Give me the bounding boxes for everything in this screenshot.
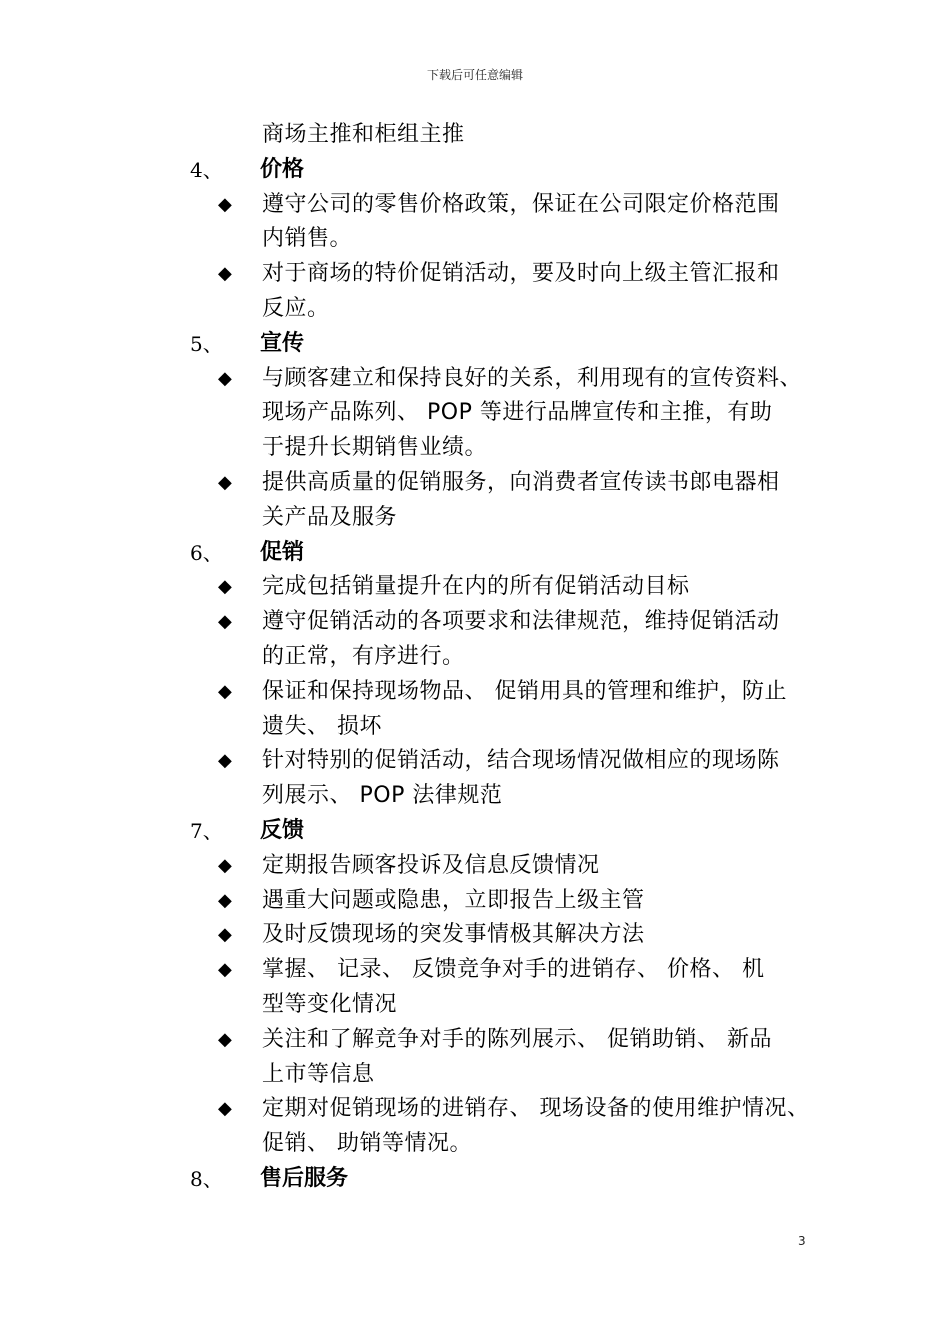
bullet-diamond-icon: ◆ xyxy=(218,367,232,389)
list-item-text: 于提升长期销售业绩。 xyxy=(262,435,488,461)
page-number: 3 xyxy=(798,1234,806,1248)
bullet-diamond-icon: ◆ xyxy=(218,472,232,493)
section-title: 价格 xyxy=(260,156,305,182)
page-header: 下载后可任意编辑 xyxy=(426,68,523,82)
section-title: 售后服务 xyxy=(260,1166,349,1191)
bullet-diamond-icon: ◆ xyxy=(218,889,232,911)
section-number: 6、 xyxy=(190,540,223,565)
list-item-text: 内销售。 xyxy=(262,226,353,252)
section-title: 促销 xyxy=(260,539,305,565)
list-item-text: 定期报告顾客投诉及信息反馈情况 xyxy=(262,852,600,878)
bullet-diamond-icon: ◆ xyxy=(218,1098,232,1120)
list-item-text: 促销、 助销等情况。 xyxy=(262,1131,472,1157)
list-item-text: 保证和保持现场物品、 促销用具的管理和维护，防止 xyxy=(262,678,787,704)
bullet-diamond-icon: ◆ xyxy=(218,611,232,633)
bullet-diamond-icon: ◆ xyxy=(218,750,232,772)
list-item-text: 及时反馈现场的突发事情极其解决方法 xyxy=(262,922,645,948)
list-item-text: 列展示、 POP 法律规范 xyxy=(262,783,503,809)
list-item-text: 遵守促销活动的各项要求和法律规范，维持促销活动 xyxy=(262,609,780,635)
list-item-text: 完成包括销量提升在内的所有促销活动目标 xyxy=(262,574,690,600)
bullet-diamond-icon: ◆ xyxy=(218,854,232,876)
intro-line: 商场主推和柜组主推 xyxy=(262,122,465,147)
list-item-text: 提供高质量的促销服务，向消费者宣传读书郎电器相 xyxy=(262,470,780,495)
bullet-diamond-icon: ◆ xyxy=(218,263,232,285)
section-number: 5、 xyxy=(190,331,223,356)
list-item-text: 掌握、 记录、 反馈竞争对手的进销存、 价格、 机 xyxy=(262,957,765,983)
list-item-text: 型等变化情况 xyxy=(262,992,398,1017)
list-item-text: 与顾客建立和保持良好的关系，利用现有的宣传资料、 xyxy=(262,365,803,391)
list-item-text: 遵守公司的零售价格政策，保证在公司限定价格范围 xyxy=(262,191,780,217)
list-item-text: 针对特别的促销活动，结合现场情况做相应的现场陈 xyxy=(262,748,780,774)
section-title: 反馈 xyxy=(260,818,305,843)
list-item-text: 定期对促销现场的进销存、 现场设备的使用维护情况、 xyxy=(262,1096,810,1122)
bullet-diamond-icon: ◆ xyxy=(218,924,232,946)
list-item-text: 遗失、 损坏 xyxy=(262,713,382,739)
bullet-diamond-icon: ◆ xyxy=(218,680,232,702)
list-item-text: 对于商场的特价促销活动，要及时向上级主管汇报和 xyxy=(262,261,780,287)
section-number: 7、 xyxy=(190,819,223,843)
list-item-text: 上市等信息 xyxy=(262,1061,375,1087)
bullet-diamond-icon: ◆ xyxy=(218,1028,232,1050)
list-item-text: 现场产品陈列、 POP 等进行品牌宣传和主推，有助 xyxy=(262,400,773,426)
bullet-diamond-icon: ◆ xyxy=(218,193,232,215)
list-item-text: 关注和了解竞争对手的陈列展示、 促销助销、 新品 xyxy=(262,1026,772,1052)
list-item-text: 反应。 xyxy=(262,296,330,321)
section-number: 8、 xyxy=(190,1167,223,1191)
section-number: 4、 xyxy=(190,157,223,182)
list-item-text: 遇重大问题或隐患，立即报告上级主管 xyxy=(262,887,645,913)
section-title: 宣传 xyxy=(260,330,305,356)
bullet-diamond-icon: ◆ xyxy=(218,959,232,981)
list-item-text: 的正常，有序进行。 xyxy=(262,644,465,669)
list-item-text: 关产品及服务 xyxy=(262,504,398,530)
bullet-diamond-icon: ◆ xyxy=(218,576,232,598)
